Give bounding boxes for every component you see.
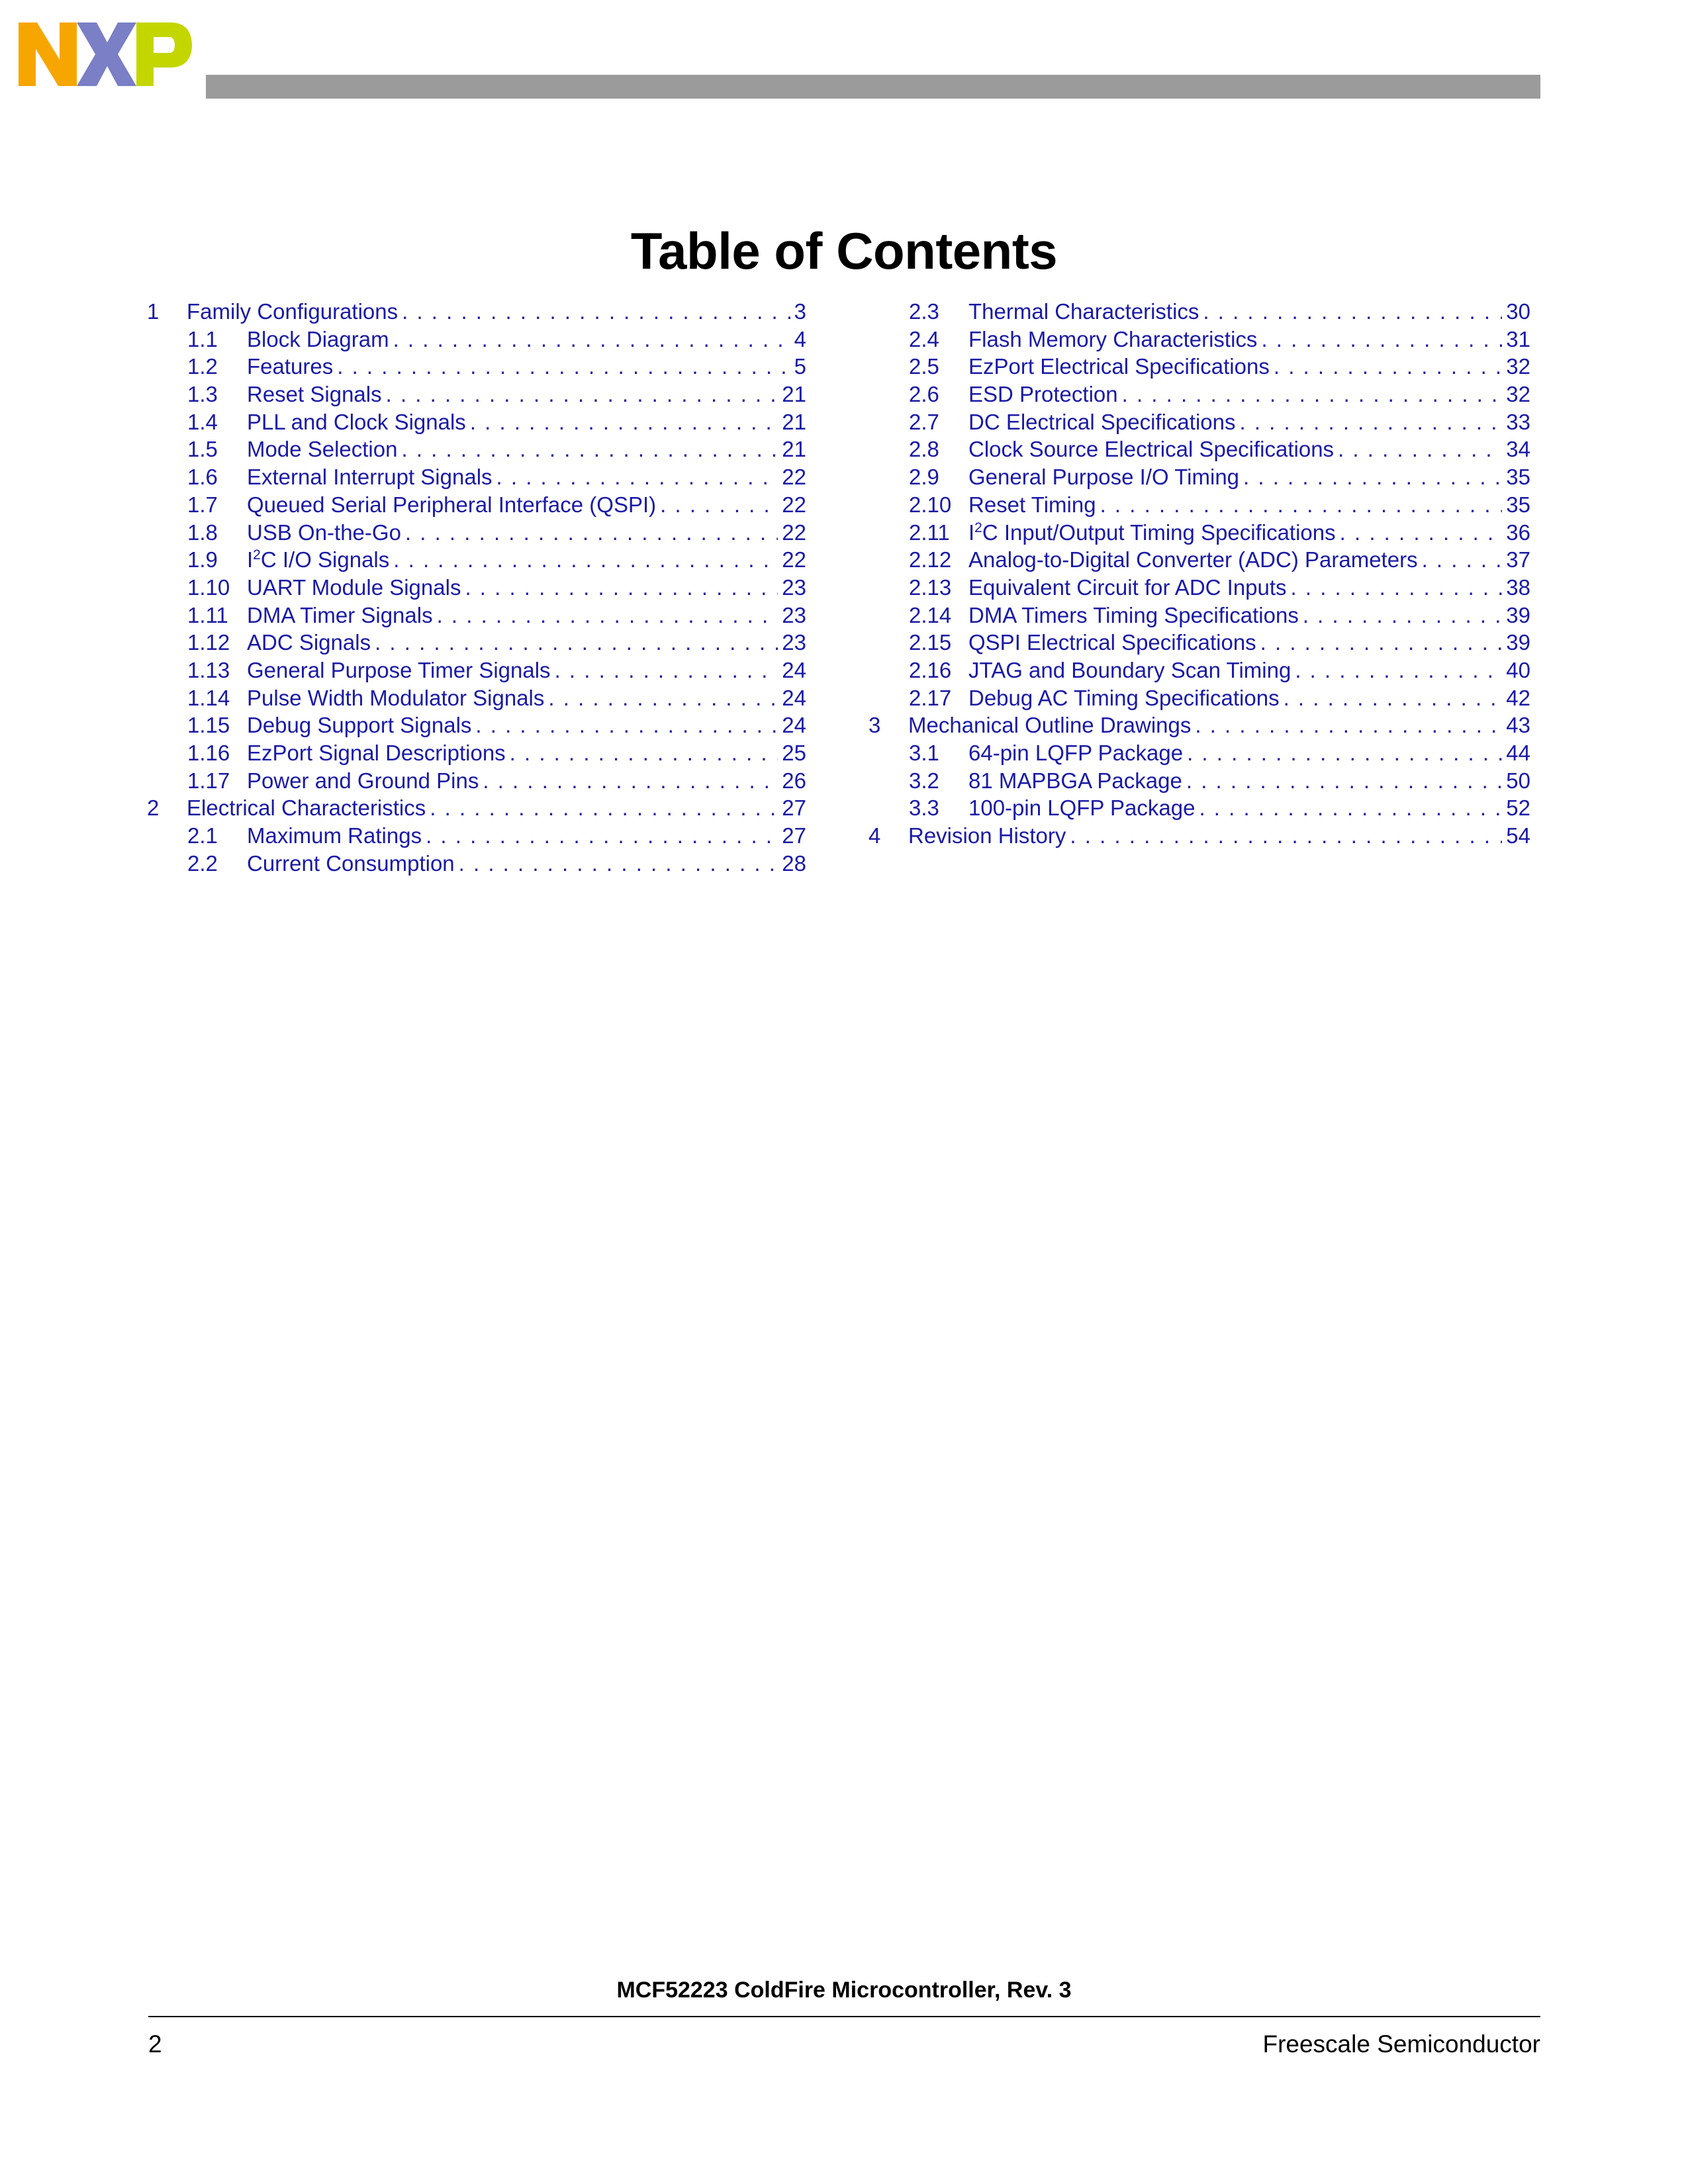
toc-entry-label: [968, 519, 1336, 547]
toc-dot-leader: [1070, 822, 1502, 850]
toc-entry-page: 38: [1506, 574, 1530, 600]
footer-page-number: 2: [148, 2030, 162, 2058]
toc-entry[interactable]: [868, 711, 1530, 739]
toc-entry-number: 1.7: [187, 492, 218, 517]
toc-entry-page: 30: [1506, 299, 1530, 324]
toc-entry-label: EzPort Electrical Specifications: [968, 354, 1270, 379]
toc-entry-label: ADC Signals: [247, 630, 371, 655]
toc-entry-number: 1.8: [187, 520, 218, 545]
toc-entry-label: Debug AC Timing Specifications: [968, 685, 1280, 710]
toc-entry[interactable]: [868, 684, 1530, 712]
toc-entry-label: Flash Memory Characteristics: [968, 326, 1258, 351]
toc-entry-number: 2.4: [909, 326, 939, 351]
toc-entry-number: 1.12: [187, 630, 230, 655]
toc-entry-page: 22: [782, 465, 806, 490]
toc-entry-page: 23: [782, 574, 806, 600]
toc-entry-number: 2.15: [909, 630, 952, 655]
toc-dot-leader: [1187, 739, 1502, 767]
toc-entry[interactable]: [147, 353, 806, 381]
toc-dot-leader: [483, 767, 778, 795]
toc-entry-number: 2.8: [909, 437, 939, 462]
toc-entry-label: Clock Source Electrical Specifications: [968, 437, 1335, 462]
toc-entry-label: 100-pin LQFP Package: [968, 796, 1196, 821]
toc-entry-label: Electrical Characteristics: [187, 796, 426, 821]
toc-entry-label: DMA Timer Signals: [247, 602, 433, 627]
toc-entry-number: 3.2: [909, 768, 939, 793]
toc-entry[interactable]: [147, 657, 806, 684]
toc-dot-leader: [470, 408, 778, 436]
toc-entry-label: External Interrupt Signals: [247, 465, 492, 490]
toc-entry-number: 2.5: [909, 354, 939, 379]
toc-entry[interactable]: [868, 629, 1530, 657]
toc-entry-label-text: C Input/Output Timing Specifications: [982, 520, 1336, 545]
toc-entry-number: 2.16: [909, 657, 952, 682]
toc-entry-label: Analog-to-Digital Converter (ADC) Parameters: [968, 547, 1418, 572]
toc-entry-number: 2.11: [909, 520, 950, 545]
toc-dot-leader: [1284, 684, 1503, 712]
toc-entry-page: 28: [782, 850, 806, 876]
toc-dot-leader: [548, 684, 778, 712]
footer-company: Freescale Semiconductor: [1262, 2030, 1540, 2058]
toc-entry-label: 64-pin LQFP Package: [968, 741, 1184, 765]
toc-entry-number: 2.9: [909, 465, 939, 490]
toc-entry-number: 1.13: [187, 657, 230, 682]
toc-entry[interactable]: [868, 739, 1530, 767]
toc-dot-leader: [1260, 629, 1503, 657]
toc-entry-label: QSPI Electrical Specifications: [968, 630, 1256, 655]
toc-dot-leader: [437, 602, 778, 629]
toc-entry-page: 21: [782, 382, 806, 407]
toc-dot-leader: [402, 298, 790, 326]
toc-entry-label: Family Configurations: [187, 299, 399, 324]
toc-dot-leader: [393, 326, 790, 353]
toc-entry-number: 2.13: [909, 574, 952, 600]
toc-entry[interactable]: [868, 353, 1530, 381]
toc-entry[interactable]: [868, 463, 1530, 491]
toc-entry-label: Power and Ground Pins: [247, 768, 479, 793]
toc-entry-label: Queued Serial Peripheral Interface (QSPI): [247, 492, 657, 517]
toc-dot-leader: [1243, 463, 1502, 491]
toc-entry-label: Debug Support Signals: [247, 713, 472, 738]
toc-entry-number: 2: [147, 796, 160, 821]
toc-entry-label: Mode Selection: [247, 437, 398, 462]
toc-entry[interactable]: [868, 298, 1530, 326]
toc-entry-number: 4: [868, 823, 881, 848]
nxp-logo: [19, 23, 192, 86]
toc-entry[interactable]: [147, 684, 806, 712]
toc-entry-page: 34: [1506, 437, 1530, 462]
toc-entry-label: Block Diagram: [247, 326, 389, 351]
toc-entry-page: 32: [1506, 382, 1530, 407]
toc-dot-leader: [1291, 574, 1503, 602]
toc-entry-page: 54: [1506, 823, 1530, 848]
toc-entry-number: 1.10: [187, 574, 230, 600]
toc-dot-leader: [1199, 794, 1502, 822]
toc-entry-label: DC Electrical Specifications: [968, 409, 1236, 434]
toc-entry-number: 3.3: [909, 796, 939, 821]
toc-entry-page: 24: [782, 685, 806, 710]
toc-dot-leader: [393, 546, 778, 574]
toc-entry[interactable]: [147, 739, 806, 767]
toc-entry-page: 27: [782, 823, 806, 848]
header-bar: [206, 75, 1540, 99]
toc-entry-page: 35: [1506, 492, 1530, 517]
toc-entry[interactable]: [868, 657, 1530, 684]
toc-entry-label: Reset Timing: [968, 492, 1096, 517]
toc-entry-page: 21: [782, 409, 806, 434]
toc-entry-page: 33: [1506, 409, 1530, 434]
toc-entry-label: USB On-the-Go: [247, 520, 401, 545]
toc-entry[interactable]: [147, 326, 806, 353]
toc-entry[interactable]: [147, 408, 806, 436]
toc-entry-page: 22: [782, 547, 806, 572]
toc-right-column: [868, 298, 1530, 850]
toc-entry-number: 1: [147, 299, 160, 324]
toc-entry-superscript: 2: [253, 547, 261, 563]
toc-entry[interactable]: [147, 435, 806, 463]
toc-entry-label: Equivalent Circuit for ADC Inputs: [968, 574, 1287, 600]
toc-entry[interactable]: [147, 491, 806, 519]
toc-entry-label: General Purpose I/O Timing: [968, 465, 1240, 490]
toc-entry-label-text: C I/O Signals: [260, 547, 390, 572]
toc-entry-number: 2.2: [187, 850, 218, 876]
toc-dot-leader: [401, 435, 778, 463]
toc-entry-label-prefix: I: [247, 547, 254, 572]
toc-entry-page: 39: [1506, 630, 1530, 655]
toc-entry-page: 27: [782, 796, 806, 821]
toc-entry[interactable]: [147, 298, 806, 326]
toc-entry-page: 40: [1506, 657, 1530, 682]
toc-entry-page: 43: [1506, 713, 1530, 738]
toc-entry-page: 35: [1506, 465, 1530, 490]
toc-entry-label: Current Consumption: [247, 850, 455, 876]
toc-entry-label: Reset Signals: [247, 382, 382, 407]
toc-entry[interactable]: [868, 546, 1530, 574]
toc-entry-page: 24: [782, 713, 806, 738]
toc-entry[interactable]: [868, 767, 1530, 795]
toc-dot-leader: [660, 491, 778, 519]
toc-dot-leader: [1100, 491, 1503, 519]
toc-dot-leader: [465, 574, 778, 602]
toc-entry-label: [247, 546, 389, 574]
toc-dot-leader: [510, 739, 778, 767]
toc-dot-leader: [1338, 435, 1502, 463]
toc-entry[interactable]: [868, 381, 1530, 408]
toc-entry-page: 52: [1506, 796, 1530, 821]
toc-entry[interactable]: [147, 711, 806, 739]
toc-entry-label-prefix: I: [968, 520, 975, 545]
toc-dot-leader: [1303, 602, 1502, 629]
toc-entry-label: 81 MAPBGA Package: [968, 768, 1182, 793]
toc-entry[interactable]: [147, 602, 806, 629]
toc-entry-number: 2.17: [909, 685, 952, 710]
footer-document-title: MCF52223 ColdFire Microcontroller, Rev. 3: [616, 1978, 1072, 2003]
toc-left-column: [147, 298, 806, 877]
toc-entry[interactable]: [868, 408, 1530, 436]
toc-entry-number: 2.10: [909, 492, 952, 517]
toc-dot-leader: [555, 657, 778, 684]
toc-entry-page: 21: [782, 437, 806, 462]
toc-entry-label: General Purpose Timer Signals: [247, 657, 551, 682]
toc-dot-leader: [405, 519, 778, 547]
toc-entry-number: 2.12: [909, 547, 952, 572]
toc-dot-leader: [1295, 657, 1502, 684]
toc-dot-leader: [459, 850, 778, 878]
toc-entry-label: Pulse Width Modulator Signals: [247, 685, 545, 710]
toc-entry-number: 1.17: [187, 768, 230, 793]
toc-entry-number: 1.14: [187, 685, 230, 710]
toc-dot-leader: [475, 711, 778, 739]
toc-dot-leader: [426, 822, 778, 850]
toc-entry-label: JTAG and Boundary Scan Timing: [968, 657, 1291, 682]
toc-entry-number: 2.14: [909, 602, 952, 627]
toc-entry[interactable]: [868, 794, 1530, 822]
toc-entry-number: 2.3: [909, 299, 939, 324]
toc-dot-leader: [1422, 546, 1503, 574]
toc-entry-number: 2.6: [909, 382, 939, 407]
toc-entry-superscript: 2: [974, 520, 982, 535]
toc-entry-page: 50: [1506, 768, 1530, 793]
toc-entry-label: DMA Timers Timing Specifications: [968, 602, 1299, 627]
toc-dot-leader: [1195, 711, 1502, 739]
toc-entry-page: 22: [782, 520, 806, 545]
toc-entry-label: ESD Protection: [968, 382, 1118, 407]
toc-entry-page: 5: [794, 354, 806, 379]
toc-entry-number: 3: [868, 713, 881, 738]
toc-dot-leader: [496, 463, 778, 491]
toc-entry[interactable]: [147, 767, 806, 795]
toc-entry[interactable]: [868, 435, 1530, 463]
toc-dot-leader: [386, 381, 778, 408]
toc-entry-page: 23: [782, 630, 806, 655]
toc-dot-leader: [1274, 353, 1502, 381]
toc-entry-number: 1.6: [187, 465, 218, 490]
toc-entry-number: 3.1: [909, 741, 939, 765]
toc-entry[interactable]: [147, 546, 806, 574]
toc-entry[interactable]: [147, 519, 806, 547]
toc-entry[interactable]: [147, 381, 806, 408]
toc-entry-page: 39: [1506, 602, 1530, 627]
toc-entry-label: Maximum Ratings: [247, 823, 422, 848]
toc-entry-page: 26: [782, 768, 806, 793]
toc-entry-page: 37: [1506, 547, 1530, 572]
toc-dot-leader: [1261, 326, 1502, 353]
toc-entry[interactable]: [868, 574, 1530, 602]
toc-entry-number: 2.7: [909, 409, 939, 434]
toc-entry-page: 4: [794, 326, 806, 351]
toc-entry[interactable]: [147, 794, 806, 822]
toc-dot-leader: [337, 353, 790, 381]
toc-dot-leader: [375, 629, 778, 657]
toc-entry-page: 31: [1506, 326, 1530, 351]
toc-entry[interactable]: [868, 519, 1530, 547]
toc-dot-leader: [430, 794, 778, 822]
toc-entry-page: 36: [1506, 520, 1530, 545]
toc-entry-page: 25: [782, 741, 806, 765]
toc-entry-number: 1.1: [187, 326, 218, 351]
toc-entry[interactable]: [868, 326, 1530, 353]
toc-entry-label: UART Module Signals: [247, 574, 461, 600]
toc-entry-label: EzPort Signal Descriptions: [247, 741, 506, 765]
toc-entry[interactable]: [147, 629, 806, 657]
toc-entry-label: PLL and Clock Signals: [247, 409, 466, 434]
toc-entry-page: 24: [782, 657, 806, 682]
toc-entry-number: 2.1: [187, 823, 218, 848]
toc-entry-number: 1.2: [187, 354, 218, 379]
toc-entry[interactable]: [868, 491, 1530, 519]
toc-entry-number: 1.9: [187, 547, 218, 572]
toc-dot-leader: [1122, 381, 1503, 408]
toc-entry-label: Revision History: [908, 823, 1066, 848]
toc-entry[interactable]: [868, 602, 1530, 629]
toc-entry[interactable]: [147, 463, 806, 491]
toc-entry-number: 1.5: [187, 437, 218, 462]
toc-entry-page: 3: [794, 299, 806, 324]
toc-entry-page: 23: [782, 602, 806, 627]
toc-entry[interactable]: [147, 574, 806, 602]
toc-entry-number: 1.16: [187, 741, 230, 765]
toc-entry-number: 1.11: [187, 602, 228, 627]
footer-divider: [148, 2016, 1540, 2017]
toc-dot-leader: [1186, 767, 1502, 795]
toc-dot-leader: [1340, 519, 1503, 547]
toc-entry[interactable]: [147, 822, 806, 850]
toc-entry-label: Features: [247, 354, 334, 379]
toc-entry-page: 44: [1506, 741, 1530, 765]
page-title: Table of Contents: [630, 222, 1058, 280]
toc-entry-page: 42: [1506, 685, 1530, 710]
toc-entry-number: 1.15: [187, 713, 230, 738]
toc-entry-number: 1.3: [187, 382, 218, 407]
toc-entry-label: Mechanical Outline Drawings: [908, 713, 1192, 738]
toc-entry[interactable]: [147, 850, 806, 878]
toc-entry-page: 22: [782, 492, 806, 517]
toc-entry[interactable]: [868, 822, 1530, 850]
toc-dot-leader: [1203, 298, 1502, 326]
toc-dot-leader: [1239, 408, 1502, 436]
toc-entry-label: Thermal Characteristics: [968, 299, 1199, 324]
toc-entry-page: 32: [1506, 354, 1530, 379]
toc-entry-number: 1.4: [187, 409, 218, 434]
